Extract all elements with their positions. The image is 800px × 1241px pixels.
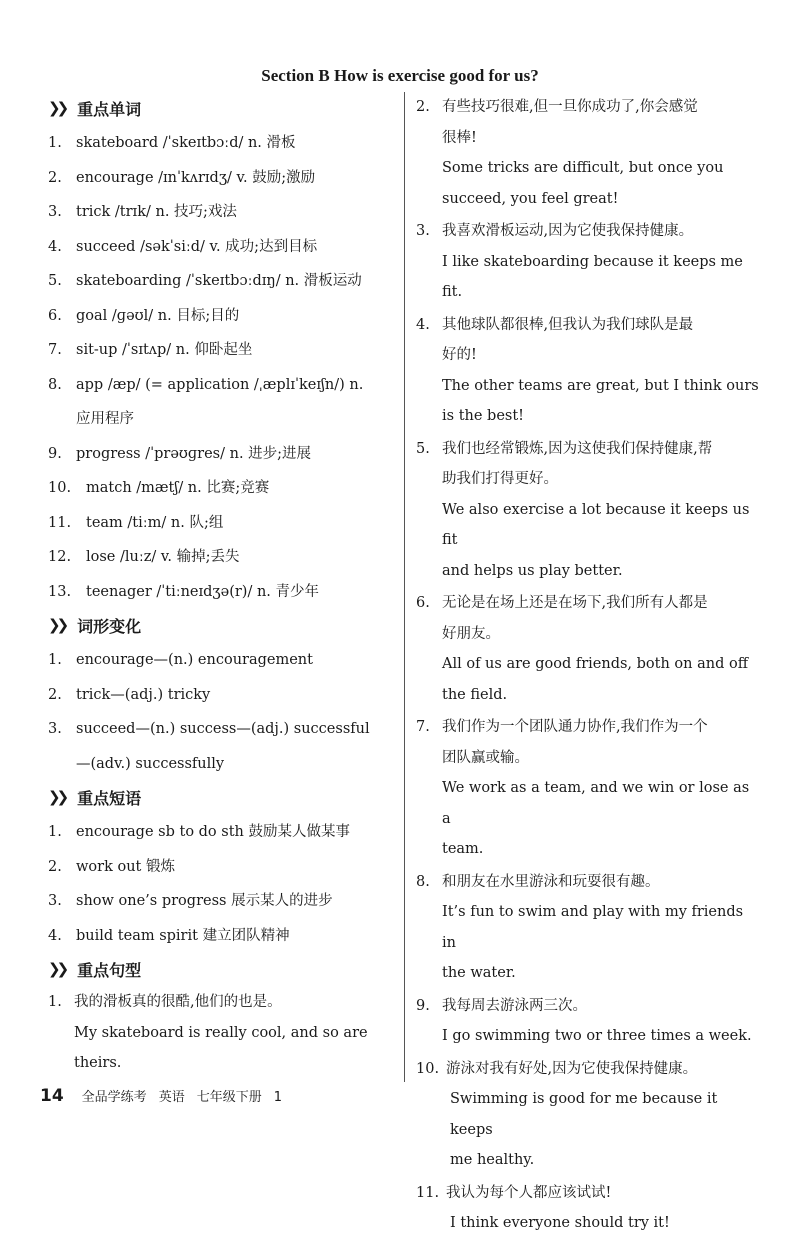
item-number: 1. [48, 652, 62, 668]
item-body [76, 368, 363, 437]
sentence-english: is the best! [442, 408, 525, 424]
chinese-text [74, 987, 282, 1018]
sentence-chinese [416, 991, 761, 1022]
page-footer [40, 1086, 282, 1110]
item-number: 4. [48, 238, 62, 255]
word-form-item [48, 643, 400, 678]
sentence-item [416, 92, 761, 214]
item-body [76, 437, 311, 472]
item-number: 3. [416, 223, 430, 239]
item-text: lose /luːz/ v. 输掉;丢失 [86, 549, 240, 565]
item-body [76, 264, 362, 299]
item-number: 5. [48, 273, 62, 289]
item-body [76, 333, 252, 368]
item-body [76, 919, 290, 954]
sentence-chinese [416, 310, 761, 371]
phrase-item [48, 815, 400, 850]
sentence-english: the water. [442, 965, 516, 981]
sentence-english: We work as a team, and we win or lose as a [442, 780, 750, 827]
chinese-line: 无论是在场上还是在场下,我们所有人都是 [442, 595, 708, 611]
item-number: 11. [416, 1184, 440, 1201]
chinese-text [442, 712, 708, 773]
item-body [76, 815, 350, 850]
item-text: encourage—(n.) encouragement [76, 652, 313, 668]
sentence-item [416, 434, 761, 587]
item-number: 9. [48, 445, 62, 462]
item-number: 1. [48, 994, 62, 1010]
section-heading-sentences: ❯❯ 重点句型 [48, 960, 142, 980]
chinese-line: 团队赢或输。 [442, 749, 529, 766]
sentence-item [416, 867, 761, 989]
item-text: trick—(adj.) tricky [76, 686, 211, 703]
sentence-english: My skateboard is really cool, and so are [74, 1024, 368, 1041]
item-body [86, 575, 319, 610]
item-body [76, 643, 313, 678]
item-body [86, 506, 223, 541]
phrase-item [48, 850, 400, 885]
item-number: 2. [48, 169, 62, 186]
sentences-left [48, 987, 400, 1079]
sentence-english: We also exercise a lot because it keeps us fit [442, 501, 750, 548]
section-heading-vocab: ❯❯ 重点单词 [48, 99, 142, 119]
column-divider [404, 92, 405, 1082]
item-text: team /tiːm/ n. 队;组 [86, 514, 224, 531]
item-body [76, 161, 315, 196]
sentence-item [416, 216, 761, 308]
vocab-item [48, 264, 400, 299]
sentence-english: I like skateboarding because it keeps me fit. [442, 253, 743, 300]
chinese-line: 其他球队都很棒,但我认为我们球队是最 [442, 316, 694, 333]
chinese-line: 好的! [442, 347, 477, 363]
chinese-line: 我喜欢滑板运动,因为它使我保持健康。 [442, 223, 694, 239]
item-body [76, 299, 239, 334]
item-number: 8. [416, 873, 430, 890]
chinese-line: 我每周去游泳两三次。 [442, 997, 587, 1014]
chinese-line: 我们也经常锻炼,因为这使我们保持健康,帮 [442, 440, 713, 457]
sentence-english: All of us are good friends, both on and off [442, 656, 749, 672]
item-body [86, 540, 239, 575]
item-body [76, 712, 370, 781]
chinese-text [442, 991, 587, 1022]
phrases-list [48, 815, 400, 953]
item-number: 2. [48, 858, 62, 875]
sentence-chinese [416, 216, 761, 247]
forms-list [48, 643, 400, 781]
item-text: teenager /ˈtiːneɪdʒə(r)/ n. 青少年 [86, 583, 319, 600]
sentence-english: me healthy. [450, 1152, 535, 1168]
chinese-line: 很棒! [442, 129, 477, 146]
section-heading-phrases: ❯❯ 重点短语 [48, 788, 142, 808]
item-text: encourage /ɪnˈkʌrɪdʒ/ v. 鼓励;激励 [76, 169, 316, 186]
item-number: 4. [416, 316, 430, 333]
item-number: 7. [48, 342, 62, 358]
sentence-english: and helps us play better. [442, 562, 623, 579]
chinese-text [442, 310, 693, 371]
vocab-item [48, 368, 400, 437]
page-number: 14 [40, 1086, 64, 1106]
item-number: 3. [48, 893, 62, 909]
item-number: 10. [48, 480, 72, 496]
chinese-text [446, 1054, 697, 1085]
chinese-text [442, 216, 693, 247]
vocab-item [48, 126, 400, 161]
item-number: 5. [416, 440, 430, 457]
item-text: goal /ɡəʊl/ n. 目标;目的 [76, 307, 240, 324]
sentence-item [416, 588, 761, 710]
sentence-chinese [48, 987, 400, 1018]
item-text: trick /trɪk/ n. 技巧;戏法 [76, 204, 237, 220]
item-body [86, 471, 269, 506]
item-text: progress /ˈprəʊɡres/ n. 进步;进展 [76, 445, 312, 462]
item-number: 1. [48, 135, 62, 151]
item-body [76, 195, 237, 230]
grade: 七年级下册 [196, 1090, 262, 1105]
item-body [76, 884, 333, 919]
sentence-english: team. [442, 841, 484, 857]
chinese-line: 游泳对我有好处,因为它使我保持健康。 [446, 1060, 698, 1077]
sentence-english: I go swimming two or three times a week. [442, 1028, 752, 1044]
item-text: skateboard /ˈskeɪtbɔːd/ n. 滑板 [76, 135, 296, 151]
vocab-item [48, 333, 400, 368]
item-number: 11. [48, 514, 72, 531]
sentence-item [416, 1178, 761, 1239]
sentence-english: The other teams are great, but I think ours [442, 377, 759, 394]
item-number: 1. [48, 824, 62, 840]
item-number: 4. [48, 927, 62, 944]
sentence-english: succeed, you feel great! [442, 190, 619, 207]
sentence-chinese [416, 434, 761, 495]
word-form-item [48, 712, 400, 781]
subject: 英语 [158, 1090, 185, 1105]
sentence-english: the field. [442, 686, 508, 703]
item-text: encourage sb to do sth 鼓励某人做某事 [76, 824, 350, 840]
item-text-cont: —(adv.) successfully [76, 755, 225, 772]
sentence-item [416, 1054, 761, 1176]
item-number: 10. [416, 1060, 440, 1077]
vocab-item [48, 161, 400, 196]
item-number: 13. [48, 583, 72, 600]
chinese-text [442, 867, 660, 898]
phrase-item [48, 884, 400, 919]
chinese-line: 我们作为一个团队通力协作,我们作为一个 [442, 719, 708, 735]
item-number: 9. [416, 997, 430, 1014]
double-chevron-icon: ❯❯ [48, 788, 66, 806]
vocab-item [48, 540, 400, 575]
item-number: 12. [48, 549, 72, 565]
item-text-cont: 应用程序 [76, 411, 134, 427]
item-number: 2. [48, 686, 62, 703]
double-chevron-icon: ❯❯ [48, 99, 66, 117]
vocab-item [48, 506, 400, 541]
chinese-line: 助我们打得更好。 [442, 471, 558, 487]
item-number: 8. [48, 376, 62, 393]
item-body [76, 678, 210, 713]
vocab-item [48, 230, 400, 265]
vocab-list [48, 126, 400, 609]
sentence-item [416, 991, 761, 1052]
vocab-item [48, 299, 400, 334]
item-text: show one’s progress 展示某人的进步 [76, 893, 333, 909]
vocab-item [48, 575, 400, 610]
book-name: 全品学练考 [81, 1090, 147, 1105]
double-chevron-icon: ❯❯ [48, 616, 66, 634]
chinese-text [442, 588, 708, 649]
sentence-english: Swimming is good for me because it keeps [450, 1091, 718, 1138]
item-body [76, 230, 317, 265]
item-number: 2. [416, 99, 430, 115]
sentence-chinese [416, 1178, 761, 1209]
volume: 1 [273, 1090, 282, 1105]
sentence-item [416, 712, 761, 865]
phrase-item [48, 919, 400, 954]
sentence-english: I think everyone should try it! [450, 1215, 670, 1231]
chinese-line: 我认为每个人都应该试试! [446, 1184, 612, 1201]
item-text: build team spirit 建立团队精神 [76, 927, 290, 944]
item-body [76, 850, 175, 885]
sentence-chinese [416, 712, 761, 773]
sentence-chinese [416, 1054, 761, 1085]
sentence-item [48, 987, 400, 1079]
page-title: Section B How is exercise good for us? [261, 66, 539, 85]
item-text: skateboarding /ˈskeɪtbɔːdɪŋ/ n. 滑板运动 [76, 273, 362, 289]
vocab-item [48, 471, 400, 506]
sentence-chinese [416, 588, 761, 649]
word-form-item [48, 678, 400, 713]
double-chevron-icon: ❯❯ [48, 960, 66, 978]
chinese-line: 有些技巧很难,但一旦你成功了,你会感觉 [442, 99, 698, 115]
item-text: sit-up /ˈsɪtʌp/ n. 仰卧起坐 [76, 342, 253, 358]
chinese-text [446, 1178, 611, 1209]
vocab-item [48, 195, 400, 230]
sentence-chinese [416, 867, 761, 898]
left-column [48, 92, 400, 1081]
item-text: app /æp/ (= application /ˌæplɪˈkeɪʃn/) n. [76, 376, 364, 393]
item-number: 6. [416, 595, 430, 611]
sentence-chinese [416, 92, 761, 153]
item-number: 3. [48, 721, 62, 737]
sentence-english: Some tricks are difficult, but once you [442, 160, 724, 176]
section-heading-forms: ❯❯ 词形变化 [48, 616, 142, 636]
right-column [416, 92, 761, 1241]
sentence-item [416, 310, 761, 432]
item-text: match /mætʃ/ n. 比赛;竞赛 [86, 480, 270, 496]
item-number: 3. [48, 204, 62, 220]
chinese-text [442, 434, 712, 495]
sentences-right [416, 92, 761, 1239]
item-number: 6. [48, 307, 62, 324]
chinese-line: 好朋友。 [442, 625, 500, 642]
chinese-line: 和朋友在水里游泳和玩耍很有趣。 [442, 873, 660, 890]
item-text: succeed /səkˈsiːd/ v. 成功;达到目标 [76, 238, 318, 255]
item-text: succeed—(n.) success—(adj.) successful [76, 721, 370, 737]
sentence-english: It’s fun to swim and play with my friends in [442, 904, 744, 951]
item-number: 7. [416, 719, 430, 735]
vocab-item [48, 437, 400, 472]
chinese-line: 我的滑板真的很酷,他们的也是。 [74, 994, 282, 1010]
item-body [76, 126, 296, 161]
sentence-english: theirs. [74, 1055, 122, 1071]
item-text: work out 锻炼 [76, 858, 175, 875]
chinese-text [442, 92, 698, 153]
